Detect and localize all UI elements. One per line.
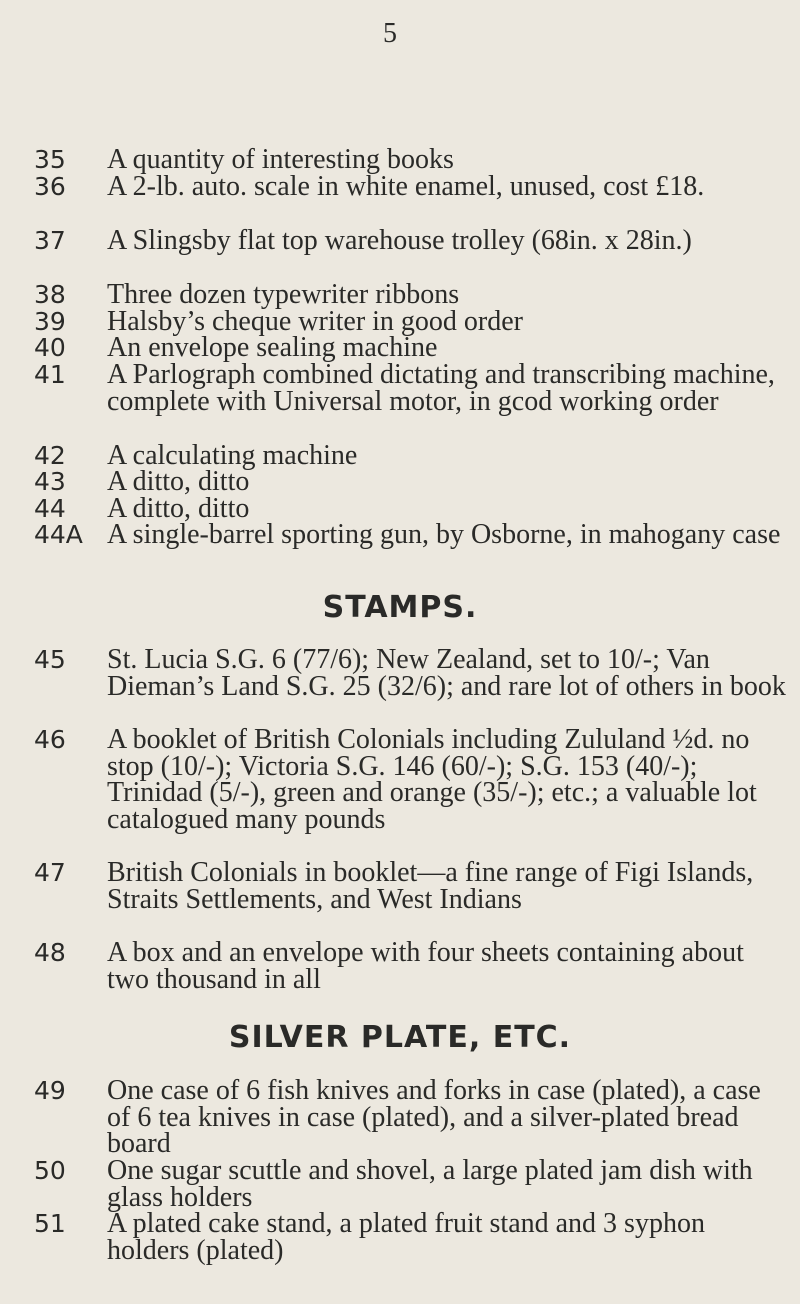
lot-number: 44 (34, 494, 66, 523)
lot-description: A Slingsby flat top warehouse trolley (68in. x 28in.) (107, 225, 692, 256)
lot-number: 35 (34, 145, 66, 174)
lot-description: British Colonials in booklet—a fine range of Figi Islands, Straits Settlements, and West Indians (107, 857, 754, 915)
section-heading-stamps: STAMPS. (322, 590, 478, 625)
lot-description: St. Lucia S.G. 6 (77/6); New Zealand, set to 10/-; Van Dieman’s Land S.G. 25 (32/6); and rare lot of others in book (107, 644, 786, 702)
lot-number: 49 (34, 1076, 66, 1105)
lot-number: 40 (34, 333, 66, 362)
lot-number: 46 (34, 725, 66, 754)
lot-number: 51 (34, 1209, 66, 1238)
lot-description: A calculating machine (107, 440, 358, 471)
lot-number: 37 (34, 226, 66, 255)
lot-description: A ditto, ditto (107, 493, 250, 524)
page-number: 5 (383, 18, 397, 49)
lot-description: A 2-lb. auto. scale in white enamel, unused, cost £18. (107, 171, 705, 202)
lot-number: 38 (34, 280, 66, 309)
lot-description: A quantity of interesting books (107, 144, 454, 175)
lot-description: A plated cake stand, a plated fruit stand and 3 syphon holders (plated) (107, 1208, 705, 1266)
lot-number: 48 (34, 938, 66, 967)
lot-description: Halsby’s cheque writer in good order (107, 306, 523, 337)
lot-description: One sugar scuttle and shovel, a large plated jam dish with glass holders (107, 1155, 753, 1213)
section-heading-silver-plate: SILVER PLATE, ETC. (228, 1020, 572, 1055)
lot-number: 47 (34, 858, 66, 887)
lot-description: A Parlograph combined dictating and transcribing machine, complete with Universal motor, in gcod working order (107, 359, 775, 417)
lot-number: 45 (34, 645, 66, 674)
lot-number: 43 (34, 467, 66, 496)
lot-number: 39 (34, 307, 66, 336)
lot-number: 41 (34, 360, 66, 389)
lot-number: 42 (34, 441, 66, 470)
lot-description: A box and an envelope with four sheets containing about two thousand in all (107, 937, 744, 995)
lot-description: Three dozen typewriter ribbons (107, 279, 460, 310)
lot-number: 36 (34, 172, 66, 201)
lot-description: A single-barrel sporting gun, by Osborne, in mahogany case (107, 519, 781, 550)
lot-number: 50 (34, 1156, 66, 1185)
lot-description: A booklet of British Colonials including Zululand ½d. no stop (10/-); Victoria S.G. 146 (60/-); S.G. 153 (40/-); Trinidad (5/-), green and orange (35/-); etc.; a valuable lot catalogued many pounds (107, 724, 757, 835)
lot-description: One case of 6 fish knives and forks in case (plated), a case of 6 tea knives in case (plated), and a silver-plated bread board (107, 1075, 761, 1159)
lot-description: A ditto, ditto (107, 466, 250, 497)
lot-number: 44A (34, 520, 83, 549)
lot-description: An envelope sealing machine (107, 332, 438, 363)
